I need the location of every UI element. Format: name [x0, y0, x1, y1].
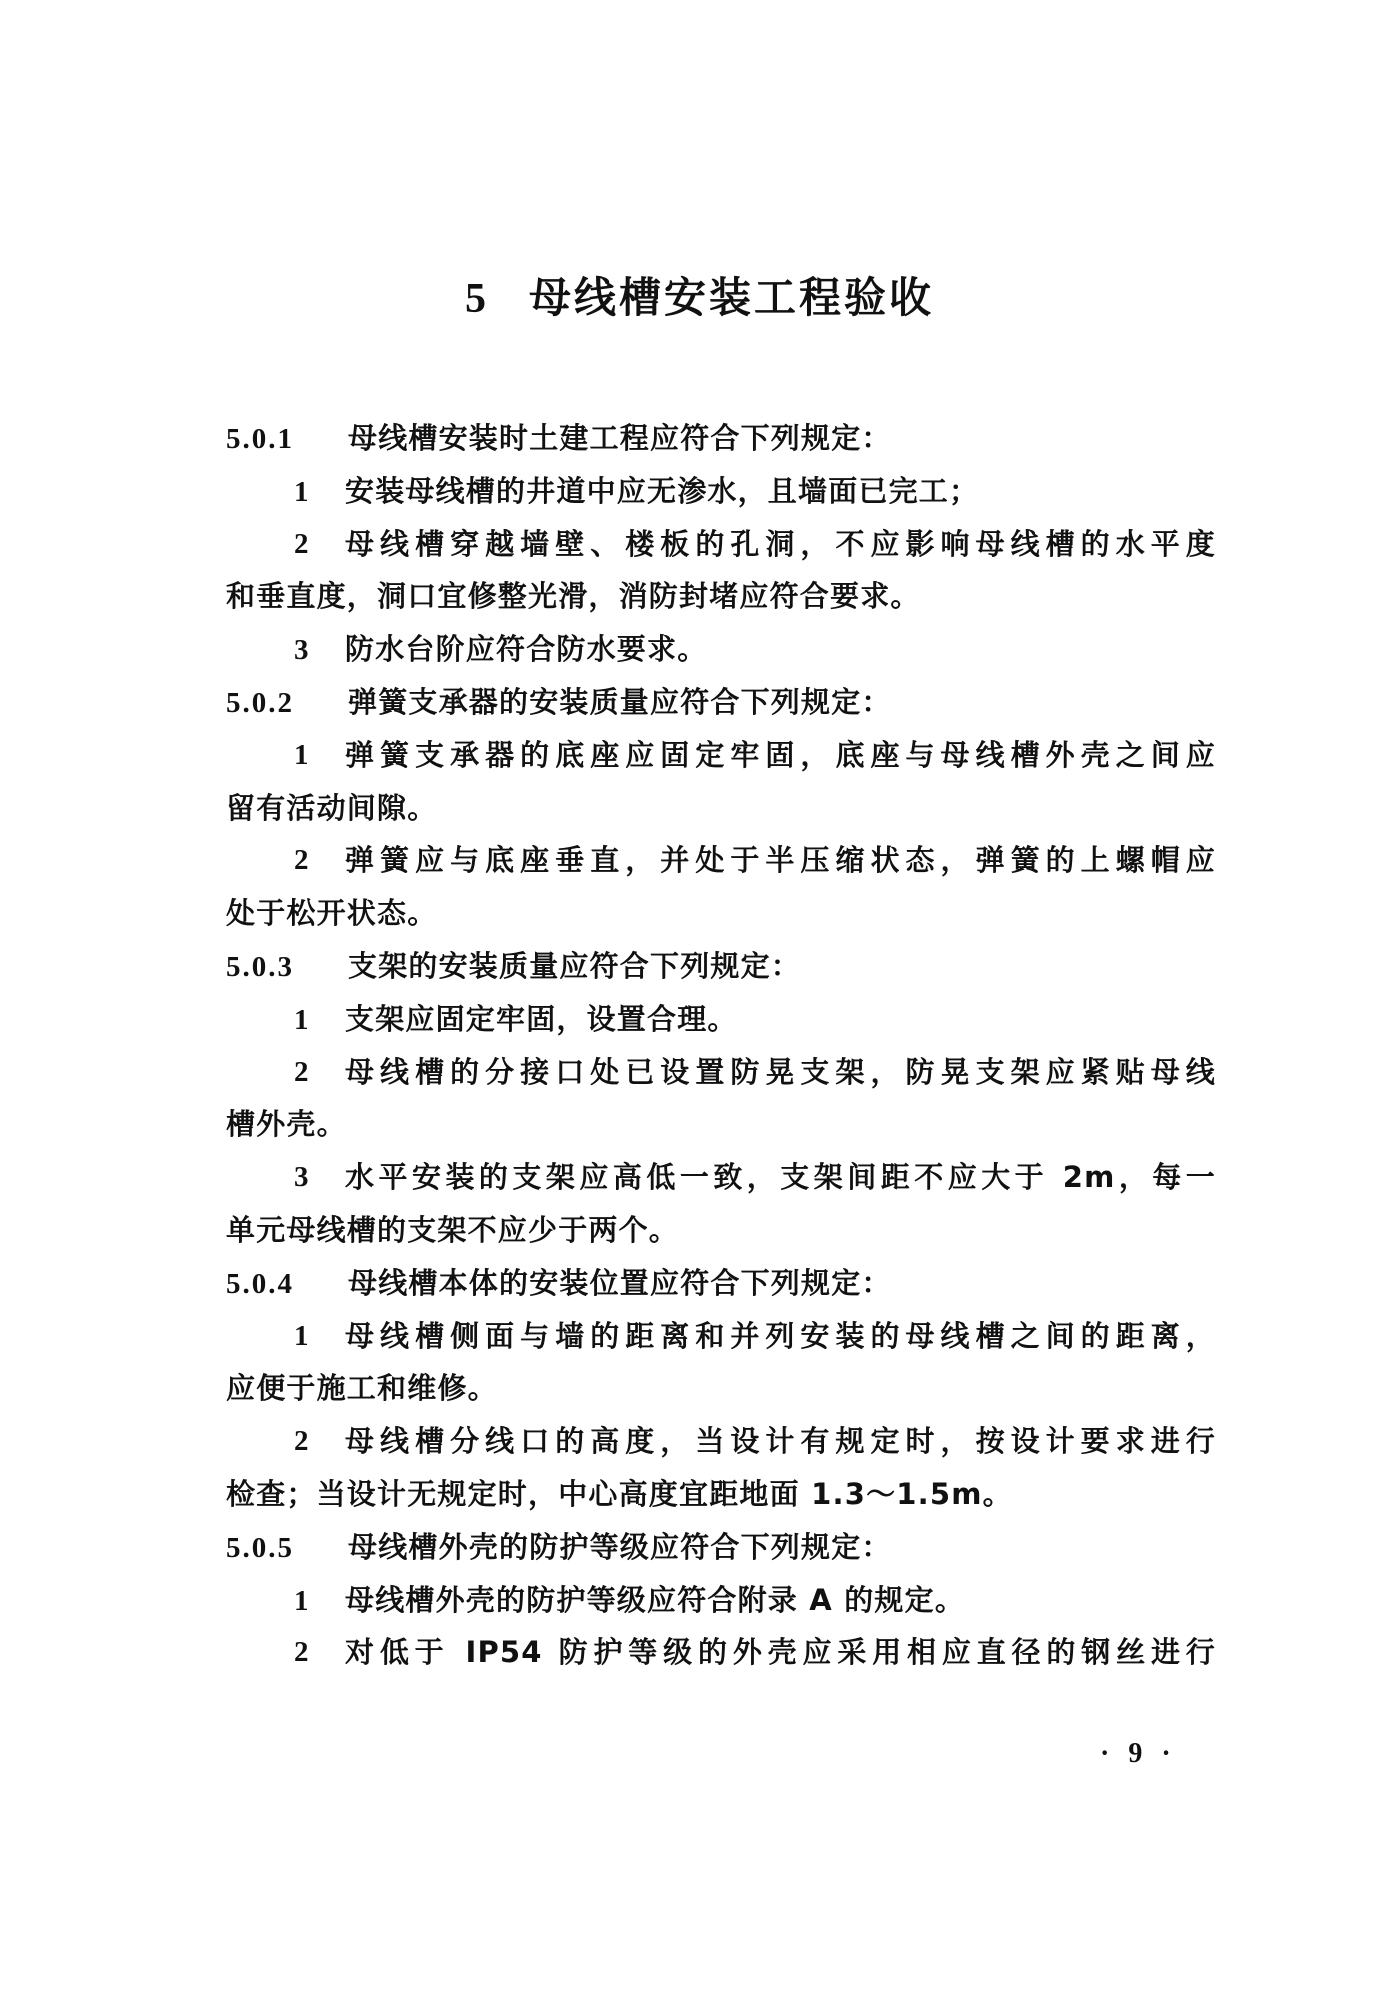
- item-continuation: 和垂直度，洞口宜修整光滑，消防封堵应符合要求。: [226, 579, 921, 614]
- document-body: [226, 412, 1216, 1679]
- section-heading: [226, 1521, 1216, 1574]
- section-heading: [226, 676, 1216, 729]
- section-heading-text: 母线槽安装时土建工程应符合下列规定：: [348, 421, 892, 455]
- list-item: [226, 1415, 1216, 1468]
- section-number: 5.0.5: [226, 1531, 294, 1564]
- chapter-number: 5: [464, 276, 489, 322]
- section-number: 5.0.3: [226, 950, 294, 983]
- item-text: 对低于 IP54 防护等级的外壳应采用相应直径的钢丝进行: [345, 1635, 1216, 1670]
- item-text: 弹簧应与底座垂直，并处于半压缩状态，弹簧的上螺帽应: [345, 843, 1216, 878]
- item-text: 安装母线槽的井道中应无渗水，且墙面已完工；: [345, 473, 980, 508]
- section-heading-text: 支架的安装质量应符合下列规定：: [348, 948, 802, 983]
- list-item: [226, 993, 1216, 1046]
- chapter-title: [0, 268, 1399, 329]
- item-number: 1: [294, 1584, 310, 1617]
- item-number: 2: [294, 1636, 310, 1669]
- page-number: · 9 ·: [1100, 1738, 1177, 1769]
- item-number: 1: [294, 1003, 310, 1036]
- item-text: 母线槽侧面与墙的距离和并列安装的母线槽之间的距离，: [345, 1318, 1216, 1353]
- section-heading-text: 弹簧支承器的安装质量应符合下列规定：: [348, 684, 892, 719]
- item-number: 1: [294, 475, 310, 508]
- list-item: [226, 465, 1216, 518]
- chapter-title-text: 母线槽安装工程验收: [528, 273, 934, 322]
- item-number: 2: [294, 527, 310, 560]
- item-text: 母线槽的分接口处已设置防晃支架，防晃支架应紧贴母线: [345, 1054, 1216, 1089]
- item-continuation: 留有活动间隙。: [226, 790, 438, 825]
- item-number: 2: [294, 1425, 310, 1458]
- item-text: 水平安装的支架应高低一致，支架间距不应大于 2m，每一: [345, 1160, 1216, 1195]
- item-continuation: 应便于施工和维修。: [226, 1371, 498, 1406]
- item-text: 母线槽穿越墙壁、楼板的孔洞，不应影响母线槽的水平度: [345, 526, 1216, 561]
- section-heading: [226, 940, 1216, 993]
- item-number: 3: [294, 634, 310, 667]
- item-text: 弹簧支承器的底座应固定牢固，底座与母线槽外壳之间应: [345, 737, 1216, 772]
- item-continuation: 单元母线槽的支架不应少于两个。: [226, 1212, 680, 1247]
- item-continuation: 槽外壳。: [226, 1107, 347, 1142]
- list-item: [226, 1046, 1216, 1099]
- item-continuation: 检查；当设计无规定时，中心高度宜距地面 1.3～1.5m。: [226, 1476, 1013, 1511]
- list-item: [226, 518, 1216, 571]
- list-item: [226, 1310, 1216, 1363]
- section-heading: [226, 1257, 1216, 1310]
- item-number: 3: [294, 1161, 310, 1194]
- item-number: 2: [294, 844, 310, 877]
- section-number: 5.0.4: [226, 1267, 294, 1300]
- list-item: [226, 1626, 1216, 1679]
- section-number: 5.0.2: [226, 686, 294, 719]
- item-continuation: 处于松开状态。: [226, 896, 438, 931]
- item-text: 母线槽外壳的防护等级应符合附录 A 的规定。: [345, 1582, 966, 1617]
- list-item: [226, 834, 1216, 887]
- list-item: [226, 1574, 1216, 1627]
- item-number: 1: [294, 1319, 310, 1352]
- section-heading-text: 母线槽本体的安装位置应符合下列规定：: [348, 1265, 892, 1300]
- item-number: 2: [294, 1055, 310, 1088]
- list-item: [226, 729, 1216, 782]
- item-number: 1: [294, 738, 310, 771]
- section-number: 5.0.1: [226, 423, 294, 455]
- list-item: [226, 623, 1216, 676]
- item-text: 母线槽分线口的高度，当设计有规定时，按设计要求进行: [345, 1424, 1216, 1459]
- item-text: 防水台阶应符合防水要求。: [345, 632, 708, 667]
- section-heading: [226, 412, 1216, 465]
- section-heading-text: 母线槽外壳的防护等级应符合下列规定：: [348, 1529, 892, 1564]
- list-item: [226, 1151, 1216, 1204]
- item-text: 支架应固定牢固，设置合理。: [345, 1001, 738, 1036]
